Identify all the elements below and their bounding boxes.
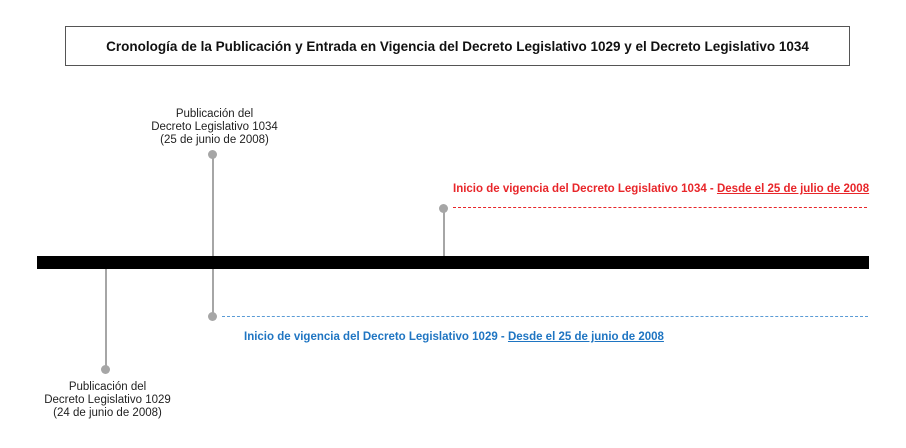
pub-1029-line3: (24 de junio de 2008) xyxy=(53,407,162,419)
vigencia-1029-label xyxy=(244,331,664,343)
chart-title-text: Cronología de la Publicación y Entrada en Vigencia del Decreto Legislativo 1029 y el Decreto Legislativo 1034 xyxy=(106,38,809,54)
timeline-bar xyxy=(37,256,869,269)
vigencia-1034-date: Desde el 25 de julio de 2008 xyxy=(716,183,870,195)
vigencia-1034-dashed-line xyxy=(453,207,867,208)
vigencia-1034-connector xyxy=(443,209,445,259)
pub-1034-connector xyxy=(212,155,214,316)
vigencia-1029-date: Desde el 25 de junio de 2008 xyxy=(507,331,664,343)
pub-1029-line2: Decreto Legislativo 1029 xyxy=(44,394,171,406)
vigencia-1029-dashed-line xyxy=(222,316,868,317)
pub-1029-bottom-dot xyxy=(101,365,110,374)
pub-1034-label xyxy=(132,108,297,147)
pub-1034-line2: Decreto Legislativo 1034 xyxy=(151,121,278,133)
vigencia-1034-text: Inicio de vigencia del Decreto Legislativo 1034 - xyxy=(453,183,717,195)
vigencia-1029-dot xyxy=(208,312,217,321)
chart-title xyxy=(65,26,850,66)
vigencia-1034-label xyxy=(453,183,869,195)
pub-1029-label xyxy=(25,381,190,420)
pub-1034-line1: Publicación del xyxy=(175,108,254,120)
pub-1029-connector xyxy=(105,264,107,370)
vigencia-1034-dot xyxy=(439,204,448,213)
pub-1034-top-dot xyxy=(208,150,217,159)
pub-1029-line1: Publicación del xyxy=(68,381,147,393)
pub-1034-line3: (25 de junio de 2008) xyxy=(160,134,269,146)
vigencia-1029-text: Inicio de vigencia del Decreto Legislativo 1029 - xyxy=(244,331,508,343)
